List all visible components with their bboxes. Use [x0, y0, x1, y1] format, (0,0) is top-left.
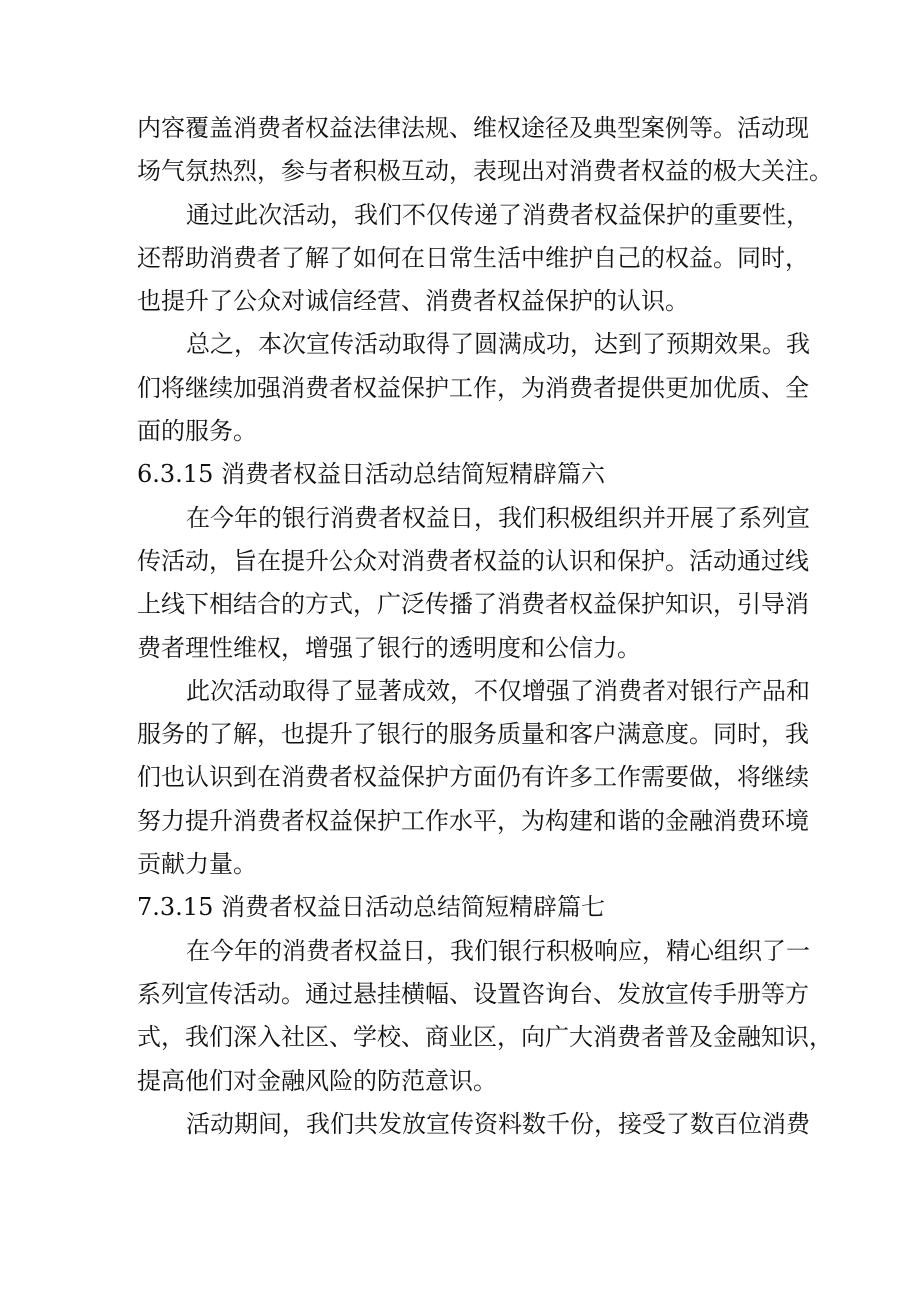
paragraph	[137, 194, 810, 324]
text-line: 们将继续加强消费者权益保护工作，为消费者提供更加优质、全	[137, 373, 809, 402]
text-line: 此次活动取得了显著成效，不仅增强了消费者对银行产品和	[186, 676, 810, 705]
text-line: 在今年的银行消费者权益日，我们积极组织并开展了系列宣	[186, 503, 810, 532]
text-line: 总之，本次宣传活动取得了圆满成功，达到了预期效果。我	[186, 330, 810, 359]
text-line: 场气氛热烈，参与者积极互动，表现出对消费者权益的极大关注。	[137, 157, 833, 186]
paragraph	[137, 107, 833, 194]
text-line: 努力提升消费者权益保护工作水平，为构建和谐的金融消费环境	[137, 806, 809, 835]
paragraph	[137, 1103, 810, 1146]
text-line: 费者理性维权，增强了银行的透明度和公信力。	[137, 633, 641, 662]
paragraph	[137, 323, 810, 453]
text-line: 系列宣传活动。通过悬挂横幅、设置咨询台、发放宣传手册等方	[137, 979, 809, 1008]
text-line: 也提升了公众对诚信经营、消费者权益保护的认识。	[137, 287, 689, 316]
paragraph	[137, 670, 810, 886]
text-line: 式，我们深入社区、学校、商业区，向广大消费者普及金融知识，	[137, 1023, 833, 1052]
text-line: 们也认识到在消费者权益保护方面仍有许多工作需要做，将继续	[137, 763, 809, 792]
text-line: 提高他们对金融风险的防范意识。	[137, 1066, 497, 1095]
text-line: 内容覆盖消费者权益法律法规、维权途径及典型案例等。活动现	[137, 114, 809, 142]
text-line: 还帮助消费者了解了如何在日常生活中维护自己的权益。同时，	[137, 243, 809, 272]
text-line: 贡献力量。	[137, 850, 257, 879]
text-line: 传活动，旨在提升公众对消费者权益的认识和保护。活动通过线	[137, 546, 809, 575]
paragraph	[137, 930, 833, 1103]
paragraph	[137, 497, 810, 670]
text-line: 活动期间，我们共发放宣传资料数千份，接受了数百位消费	[186, 1109, 810, 1138]
section-heading: 6.3.15 消费者权益日活动总结简短精辟篇六	[137, 460, 605, 489]
section-heading: 7.3.15 消费者权益日活动总结简短精辟篇七	[137, 893, 605, 922]
text-line: 面的服务。	[137, 417, 257, 446]
text-line: 服务的了解，也提升了银行的服务质量和客户满意度。同时，我	[137, 720, 809, 749]
text-line: 上线下相结合的方式，广泛传播了消费者权益保护知识，引导消	[137, 590, 809, 619]
document-page	[137, 107, 833, 1146]
text-line: 通过此次活动，我们不仅传递了消费者权益保护的重要性，	[186, 200, 810, 229]
text-line: 在今年的消费者权益日，我们银行积极响应，精心组织了一	[186, 936, 810, 965]
